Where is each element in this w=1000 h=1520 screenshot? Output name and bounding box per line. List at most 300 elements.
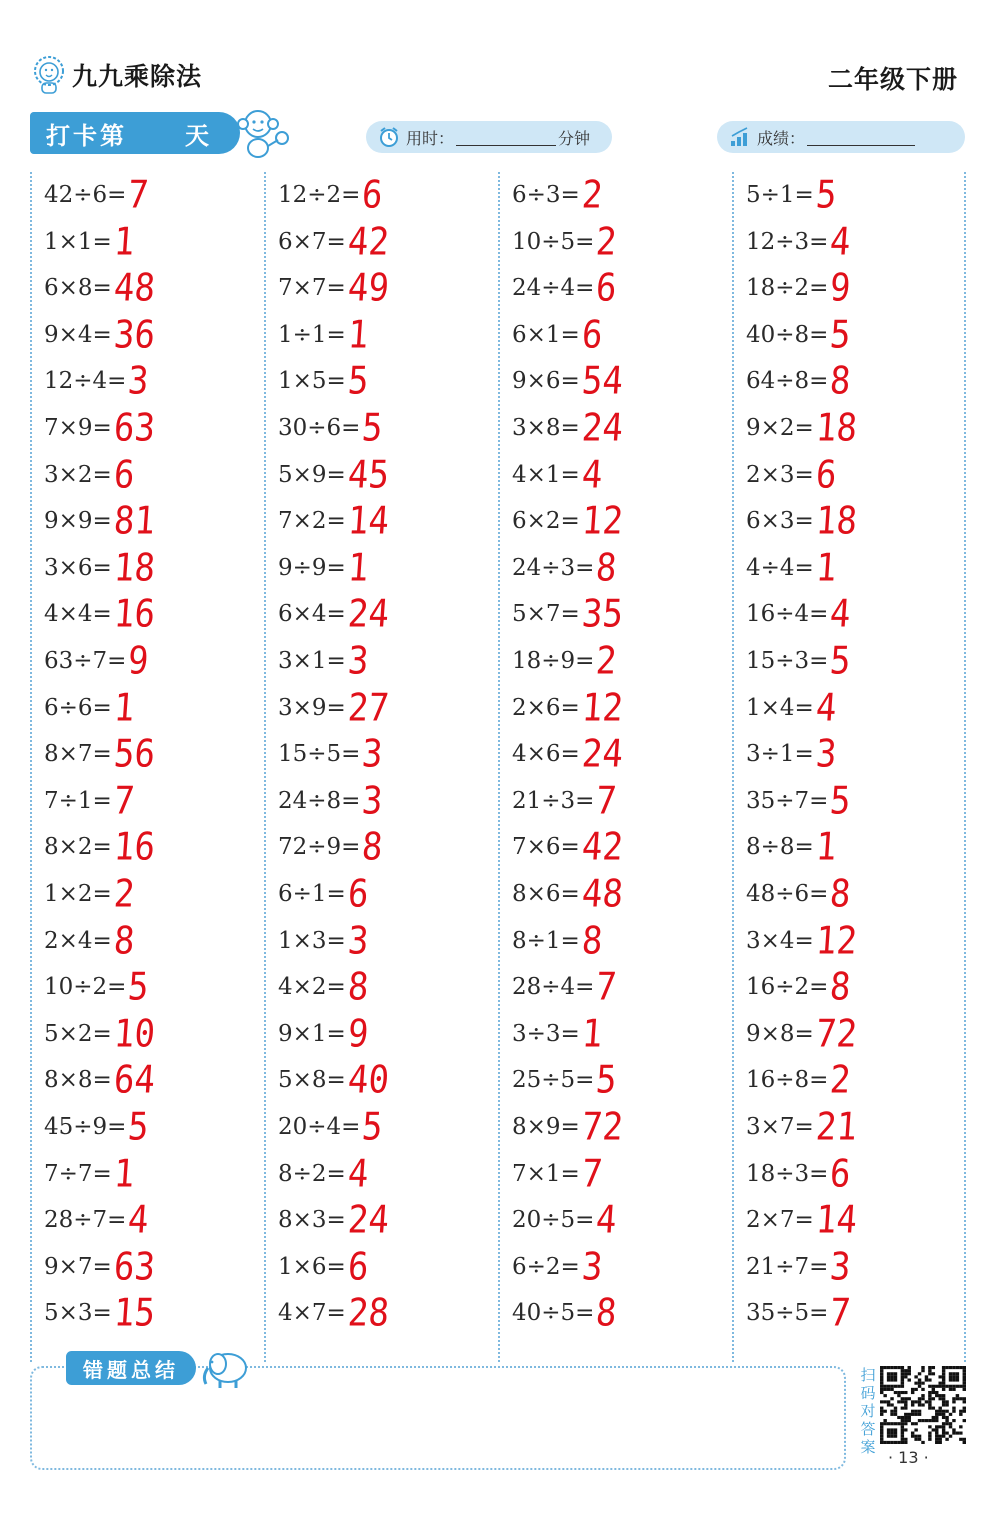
problem-row — [512, 1290, 732, 1336]
handwritten-answer[interactable]: 35 — [580, 591, 625, 637]
problem-expression: 18÷3= — [746, 1160, 829, 1187]
problem-expression: 6÷6= — [44, 694, 112, 721]
problem-row — [44, 918, 264, 964]
problem-expression: 5×8= — [278, 1067, 346, 1094]
problem-expression: 7×7= — [278, 275, 346, 302]
problem-expression: 8×8= — [44, 1067, 112, 1094]
handwritten-answer[interactable]: 24 — [580, 731, 625, 777]
problem-expression: 10÷2= — [44, 974, 127, 1001]
handwritten-answer[interactable]: 15 — [112, 1290, 157, 1336]
handwritten-answer[interactable]: 24 — [580, 405, 625, 451]
problem-column-4 — [732, 172, 966, 1362]
problem-expression: 9×4= — [44, 321, 112, 348]
problem-row — [746, 1104, 966, 1150]
problem-expression: 8÷1= — [512, 927, 580, 954]
problem-row — [512, 452, 732, 498]
qr-code[interactable] — [880, 1366, 966, 1444]
handwritten-answer[interactable]: 8 — [346, 964, 370, 1010]
problem-expression: 3×1= — [278, 648, 346, 674]
problem-row — [512, 591, 732, 637]
problem-row — [512, 219, 732, 265]
problem-row — [746, 312, 966, 358]
problem-row — [512, 964, 732, 1010]
problem-expression: 20÷5= — [512, 1207, 595, 1234]
clock-icon — [378, 126, 400, 148]
problem-row — [746, 172, 966, 218]
problem-expression: 7×6= — [512, 834, 580, 861]
problem-row — [278, 964, 498, 1010]
problem-expression: 20÷4= — [278, 1114, 361, 1140]
handwritten-answer[interactable]: 56 — [112, 731, 157, 777]
problem-column-1 — [30, 172, 264, 1362]
problem-row — [278, 1057, 498, 1103]
problem-row — [44, 1197, 264, 1243]
handwritten-answer[interactable]: 24 — [346, 1197, 391, 1243]
problem-expression: 64÷8= — [746, 368, 829, 395]
problem-row — [44, 452, 264, 498]
handwritten-answer[interactable]: 16 — [112, 591, 157, 637]
problem-expression: 48÷6= — [746, 881, 829, 907]
problem-row — [44, 498, 264, 544]
handwritten-answer[interactable]: 5 — [828, 312, 853, 358]
problem-row — [746, 685, 966, 731]
problem-expression: 21÷3= — [512, 787, 595, 814]
handwritten-answer[interactable]: 6 — [112, 452, 136, 497]
problem-row — [512, 1244, 732, 1290]
handwritten-answer[interactable]: 81 — [112, 498, 157, 544]
handwritten-answer[interactable]: 2 — [594, 638, 619, 684]
problem-row — [278, 591, 498, 637]
problem-expression: 40÷5= — [512, 1300, 595, 1327]
handwritten-answer[interactable]: 8 — [594, 545, 619, 591]
problem-row — [746, 452, 966, 498]
problem-expression: 21÷7= — [746, 1253, 829, 1280]
handwritten-answer[interactable]: 1 — [346, 312, 370, 358]
time-unit: 分钟 — [558, 128, 591, 148]
problem-row — [44, 964, 264, 1010]
problem-expression: 2×6= — [512, 694, 580, 721]
problem-row — [278, 685, 498, 731]
problem-row — [278, 452, 498, 498]
problem-expression: 1×6= — [278, 1253, 346, 1280]
problem-expression: 7÷1= — [44, 787, 112, 814]
handwritten-answer[interactable]: 1 — [112, 219, 136, 264]
handwritten-answer[interactable]: 64 — [112, 1057, 157, 1103]
problem-expression: 6÷2= — [512, 1253, 580, 1280]
problem-expression: 9×7= — [44, 1253, 112, 1280]
handwritten-answer[interactable]: 9 — [126, 638, 151, 684]
problem-expression: 2×3= — [746, 461, 814, 488]
problem-expression: 1×3= — [278, 927, 346, 954]
problem-row — [44, 358, 264, 404]
problem-expression: 8×7= — [44, 741, 112, 768]
problem-row — [512, 172, 732, 218]
problem-expression: 4×6= — [512, 741, 580, 768]
handwritten-answer[interactable]: 3 — [580, 1244, 604, 1290]
problem-expression: 9×9= — [44, 508, 112, 535]
handwritten-answer[interactable]: 36 — [112, 312, 157, 358]
problem-expression: 12÷3= — [746, 228, 829, 255]
handwritten-answer[interactable]: 18 — [814, 498, 859, 544]
handwritten-answer[interactable]: 5 — [346, 358, 370, 404]
problem-row — [512, 265, 732, 311]
handwritten-answer[interactable]: 6 — [814, 452, 838, 497]
problem-row — [278, 219, 498, 265]
handwritten-answer[interactable]: 1 — [580, 1011, 604, 1057]
problem-row — [512, 1151, 732, 1197]
problem-row — [278, 638, 498, 684]
problem-row — [512, 871, 732, 917]
problem-row — [512, 405, 732, 451]
problem-row — [278, 824, 498, 870]
handwritten-answer[interactable]: 6 — [346, 871, 370, 917]
problem-row — [512, 1104, 732, 1150]
handwritten-answer[interactable]: 28 — [346, 1290, 391, 1336]
handwritten-answer[interactable]: 3 — [360, 731, 385, 777]
handwritten-answer[interactable]: 40 — [346, 1057, 391, 1103]
handwritten-answer[interactable]: 4 — [828, 219, 853, 264]
elephant-icon — [198, 1346, 254, 1390]
problem-expression: 6×1= — [512, 321, 580, 348]
problem-expression: 5÷1= — [746, 182, 814, 208]
problem-expression: 3×2= — [44, 461, 112, 488]
problem-expression: 5×7= — [512, 601, 580, 628]
problem-row — [44, 1104, 264, 1150]
time-blank[interactable] — [456, 128, 556, 146]
time-field — [366, 121, 612, 153]
problem-expression: 30÷6= — [278, 415, 361, 441]
problem-row — [44, 265, 264, 311]
problem-row — [44, 545, 264, 591]
problem-row — [278, 918, 498, 964]
handwritten-answer[interactable]: 2 — [580, 172, 604, 218]
problem-expression: 1×4= — [746, 694, 814, 721]
problem-expression: 7×1= — [512, 1160, 580, 1187]
problem-row — [44, 1057, 264, 1103]
problem-row — [278, 1290, 498, 1336]
problem-expression: 18÷9= — [512, 648, 595, 674]
problem-expression: 25÷5= — [512, 1067, 595, 1094]
monkey-icon — [234, 104, 292, 160]
book-header — [32, 52, 202, 98]
handwritten-answer[interactable]: 5 — [360, 405, 385, 451]
problem-row — [746, 1011, 966, 1057]
handwritten-answer[interactable]: 49 — [346, 265, 391, 311]
problem-expression: 5×9= — [278, 461, 346, 488]
handwritten-answer[interactable]: 48 — [112, 265, 157, 311]
problem-row — [278, 358, 498, 404]
problem-row — [278, 778, 498, 824]
problem-row — [44, 824, 264, 870]
qr-label: 扫码对答案 — [860, 1366, 876, 1456]
problem-expression: 9÷9= — [278, 554, 346, 581]
handwritten-answer[interactable]: 63 — [112, 405, 157, 451]
problem-expression: 6×7= — [278, 228, 346, 255]
score-label: 成绩： — [757, 128, 806, 148]
problem-expression: 16÷4= — [746, 601, 829, 628]
handwritten-answer[interactable]: 8 — [112, 918, 136, 963]
handwritten-answer[interactable]: 7 — [828, 1290, 853, 1336]
problem-expression: 24÷4= — [512, 275, 595, 302]
problem-row — [44, 1290, 264, 1336]
handwritten-answer[interactable]: 7 — [594, 964, 619, 1010]
problem-row — [44, 1151, 264, 1197]
problem-row — [746, 918, 966, 964]
problem-row — [278, 1197, 498, 1243]
problem-expression: 7×9= — [44, 415, 112, 441]
handwritten-answer[interactable]: 14 — [346, 498, 391, 544]
problem-row — [278, 172, 498, 218]
problem-row — [746, 265, 966, 311]
problem-expression: 3×6= — [44, 554, 112, 581]
problem-expression: 5×3= — [44, 1300, 112, 1327]
problem-expression: 7×2= — [278, 508, 346, 535]
handwritten-answer[interactable]: 24 — [346, 591, 391, 637]
handwritten-answer[interactable]: 12 — [814, 918, 859, 963]
problem-expression: 15÷3= — [746, 648, 829, 674]
problem-expression: 4×2= — [278, 974, 346, 1001]
problem-expression: 9×1= — [278, 1020, 346, 1047]
problem-expression: 3×9= — [278, 694, 346, 721]
handwritten-answer[interactable]: 8 — [828, 871, 853, 917]
problem-row — [746, 778, 966, 824]
problem-expression: 8×3= — [278, 1207, 346, 1234]
handwritten-answer[interactable]: 5 — [126, 1104, 151, 1150]
problem-expression: 4÷4= — [746, 554, 814, 581]
problem-expression: 1×1= — [44, 228, 112, 255]
handwritten-answer[interactable]: 8 — [828, 964, 853, 1010]
problem-expression: 16÷2= — [746, 974, 829, 1001]
handwritten-answer[interactable]: 3 — [360, 778, 385, 824]
handwritten-answer[interactable]: 21 — [814, 1104, 859, 1150]
problem-expression: 6×4= — [278, 601, 346, 628]
handwritten-answer[interactable]: 5 — [828, 638, 853, 684]
problem-expression: 72÷9= — [278, 834, 361, 861]
problem-expression: 6÷3= — [512, 182, 580, 208]
problem-row — [512, 685, 732, 731]
handwritten-answer[interactable]: 6 — [360, 172, 385, 218]
problem-expression: 7÷7= — [44, 1160, 112, 1187]
book-title: 九九乘除法 — [72, 62, 203, 91]
handwritten-answer[interactable]: 3 — [828, 1244, 853, 1290]
problem-expression: 24÷8= — [278, 787, 361, 814]
problem-expression: 45÷9= — [44, 1114, 127, 1140]
problem-expression: 42÷6= — [44, 182, 127, 208]
problem-row — [746, 1197, 966, 1243]
problem-row — [278, 312, 498, 358]
handwritten-answer[interactable]: 1 — [112, 1151, 136, 1196]
problem-expression: 18÷2= — [746, 275, 829, 302]
handwritten-answer[interactable]: 6 — [828, 1151, 853, 1196]
problem-expression: 15÷5= — [278, 741, 361, 768]
problem-row — [512, 1197, 732, 1243]
handwritten-answer[interactable]: 72 — [814, 1011, 859, 1057]
handwritten-answer[interactable]: 2 — [828, 1057, 853, 1103]
problem-row — [746, 731, 966, 777]
problem-row — [746, 591, 966, 637]
problem-row — [278, 545, 498, 591]
problem-expression: 28÷4= — [512, 974, 595, 1001]
handwritten-answer[interactable]: 7 — [112, 778, 136, 824]
problem-row — [512, 638, 732, 684]
handwritten-answer[interactable]: 8 — [594, 1290, 619, 1336]
problem-row — [746, 358, 966, 404]
handwritten-answer[interactable]: 10 — [112, 1011, 157, 1057]
handwritten-answer[interactable]: 6 — [580, 312, 604, 358]
handwritten-answer[interactable]: 3 — [814, 731, 838, 777]
handwritten-answer[interactable]: 12 — [580, 685, 625, 730]
problem-expression: 2×4= — [44, 927, 112, 954]
handwritten-answer[interactable]: 14 — [814, 1197, 859, 1243]
handwritten-answer[interactable]: 1 — [346, 545, 370, 591]
problem-row — [512, 358, 732, 404]
handwritten-answer[interactable]: 1 — [112, 685, 136, 730]
handwritten-answer[interactable]: 9 — [346, 1011, 370, 1057]
handwritten-answer[interactable]: 27 — [346, 685, 391, 730]
handwritten-answer[interactable]: 5 — [360, 1104, 385, 1150]
handwritten-answer[interactable]: 6 — [346, 1244, 370, 1290]
problem-row — [746, 824, 966, 870]
handwritten-answer[interactable]: 4 — [346, 1151, 370, 1196]
handwritten-answer[interactable]: 18 — [814, 405, 859, 451]
problem-expression: 2×7= — [746, 1207, 814, 1234]
problem-row — [512, 1057, 732, 1103]
problem-row — [512, 731, 732, 777]
chart-icon — [729, 126, 751, 148]
problem-expression: 12÷4= — [44, 368, 127, 395]
problem-row — [278, 265, 498, 311]
handwritten-answer[interactable]: 4 — [594, 1197, 619, 1243]
problem-expression: 8÷2= — [278, 1160, 346, 1187]
problem-row — [278, 731, 498, 777]
problem-row — [746, 545, 966, 591]
handwritten-answer[interactable]: 3 — [126, 358, 151, 404]
checkin-banner — [30, 112, 240, 154]
problem-row — [44, 591, 264, 637]
problem-row — [44, 1011, 264, 1057]
problem-row — [44, 778, 264, 824]
problem-expression: 1÷1= — [278, 321, 346, 348]
problem-row — [512, 824, 732, 870]
handwritten-answer[interactable]: 1 — [814, 824, 838, 870]
handwritten-answer[interactable]: 1 — [814, 545, 838, 591]
handwritten-answer[interactable]: 12 — [580, 498, 625, 544]
grade-label: 二年级下册 — [827, 65, 958, 94]
problem-expression: 40÷8= — [746, 321, 829, 348]
problem-expression: 35÷5= — [746, 1300, 829, 1327]
handwritten-answer[interactable]: 4 — [580, 452, 604, 497]
handwritten-answer[interactable]: 72 — [580, 1104, 625, 1150]
handwritten-answer[interactable]: 5 — [594, 1057, 619, 1103]
problem-expression: 3÷1= — [746, 741, 814, 768]
handwritten-answer[interactable]: 54 — [580, 358, 625, 404]
handwritten-answer[interactable]: 8 — [828, 358, 853, 404]
problem-row — [746, 1244, 966, 1290]
handwritten-answer[interactable]: 42 — [346, 219, 391, 264]
problem-row — [278, 1011, 498, 1057]
problem-expression: 1×2= — [44, 881, 112, 907]
problem-expression: 9×8= — [746, 1020, 814, 1047]
problem-expression: 4×4= — [44, 601, 112, 628]
problem-row — [44, 685, 264, 731]
problem-expression: 3×7= — [746, 1114, 814, 1140]
problem-row — [44, 312, 264, 358]
problem-expression: 6×2= — [512, 508, 580, 535]
handwritten-answer[interactable]: 48 — [580, 871, 625, 917]
handwritten-answer[interactable]: 2 — [594, 219, 619, 264]
problem-expression: 8÷8= — [746, 834, 814, 861]
problem-expression: 9×2= — [746, 415, 814, 441]
score-blank[interactable] — [807, 128, 915, 146]
handwritten-answer[interactable]: 5 — [814, 172, 838, 218]
handwritten-answer[interactable]: 7 — [126, 172, 151, 218]
handwritten-answer[interactable]: 5 — [828, 778, 853, 824]
problem-row — [746, 638, 966, 684]
problem-expression: 6×8= — [44, 275, 112, 302]
problem-row — [44, 405, 264, 451]
handwritten-answer[interactable]: 5 — [126, 964, 151, 1010]
lion-icon — [32, 55, 66, 95]
problem-row — [512, 778, 732, 824]
problem-column-2 — [264, 172, 498, 1362]
problem-expression: 4×1= — [512, 461, 580, 488]
handwritten-answer[interactable]: 3 — [346, 918, 370, 963]
problem-row — [278, 1151, 498, 1197]
handwritten-answer[interactable]: 42 — [580, 824, 625, 870]
problem-row — [746, 498, 966, 544]
handwritten-answer[interactable]: 7 — [580, 1151, 604, 1196]
handwritten-answer[interactable]: 7 — [594, 778, 619, 824]
problem-row — [44, 1244, 264, 1290]
problem-row — [512, 312, 732, 358]
handwritten-answer[interactable]: 45 — [346, 452, 391, 497]
problem-row — [512, 498, 732, 544]
problem-expression: 16÷8= — [746, 1067, 829, 1094]
handwritten-answer[interactable]: 8 — [360, 824, 385, 870]
problem-row — [44, 871, 264, 917]
problem-expression: 9×6= — [512, 368, 580, 395]
problem-expression: 24÷3= — [512, 554, 595, 581]
handwritten-answer[interactable]: 63 — [112, 1244, 157, 1290]
problem-expression: 8×2= — [44, 834, 112, 861]
problem-expression: 28÷7= — [44, 1207, 127, 1234]
handwritten-answer[interactable]: 18 — [112, 545, 157, 591]
problem-row — [746, 1290, 966, 1336]
handwritten-answer[interactable]: 4 — [126, 1197, 151, 1243]
score-field — [717, 121, 965, 153]
handwritten-answer[interactable]: 2 — [112, 871, 136, 917]
handwritten-answer[interactable]: 6 — [594, 265, 619, 311]
handwritten-answer[interactable]: 3 — [346, 638, 370, 684]
problem-column-3 — [498, 172, 732, 1362]
handwritten-answer[interactable]: 9 — [828, 265, 853, 311]
handwritten-answer[interactable]: 4 — [814, 685, 838, 730]
handwritten-answer[interactable]: 8 — [580, 918, 604, 963]
handwritten-answer[interactable]: 4 — [828, 591, 853, 637]
problem-expression: 8×9= — [512, 1114, 580, 1140]
problem-row — [278, 498, 498, 544]
problem-expression: 12÷2= — [278, 182, 361, 208]
problem-expression: 10÷5= — [512, 228, 595, 255]
problem-expression: 4×7= — [278, 1300, 346, 1327]
problem-row — [512, 1011, 732, 1057]
problem-row — [746, 1151, 966, 1197]
problem-row — [746, 1057, 966, 1103]
problem-row — [746, 219, 966, 265]
handwritten-answer[interactable]: 16 — [112, 824, 157, 870]
problem-expression: 63÷7= — [44, 648, 127, 674]
problem-expression: 3÷3= — [512, 1020, 580, 1047]
